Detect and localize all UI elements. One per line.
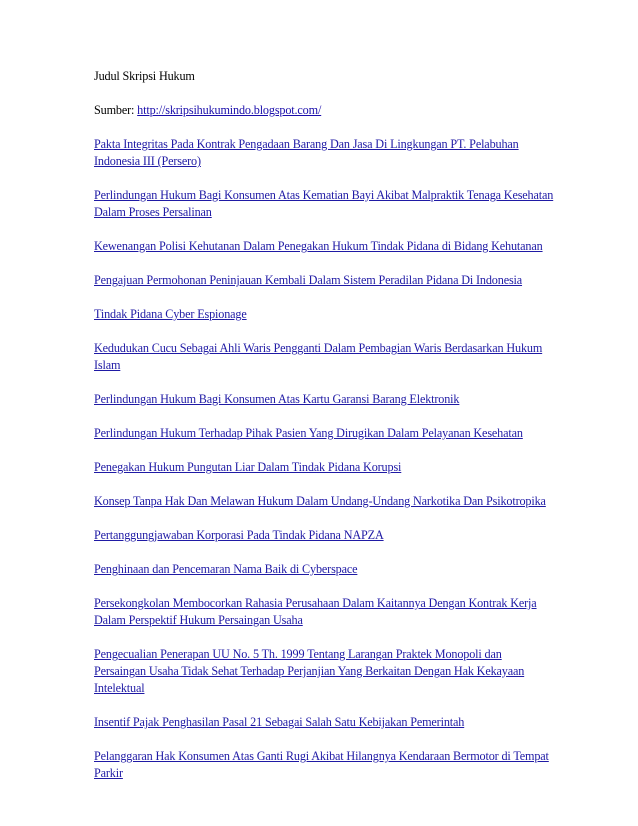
list-item <box>94 493 554 510</box>
thesis-link[interactable]: Pakta Integritas Pada Kontrak Pengadaan Barang Dan Jasa Di Lingkungan PT. Pelabuhan Indonesia III (Persero) <box>94 137 519 168</box>
thesis-link[interactable]: Perlindungan Hukum Bagi Konsumen Atas Kematian Bayi Akibat Malpraktik Tenaga Kesehatan Dalam Proses Persalinan <box>94 188 554 219</box>
list-item <box>94 136 554 170</box>
list-item <box>94 187 554 221</box>
list-item <box>94 459 554 476</box>
list-item <box>94 272 554 289</box>
source-label: Sumber: <box>94 103 138 117</box>
list-item <box>94 595 554 629</box>
list-item <box>94 425 554 442</box>
source-link[interactable]: http://skripsihukumindo.blogspot.com/ <box>137 103 322 117</box>
source-line <box>94 102 554 119</box>
list-item <box>94 391 554 408</box>
thesis-link[interactable]: Konsep Tanpa Hak Dan Melawan Hukum Dalam Undang-Undang Narkotika Dan Psikotropika <box>94 494 546 508</box>
list-item <box>94 561 554 578</box>
document-page <box>94 68 554 799</box>
list-item <box>94 238 554 255</box>
thesis-link[interactable]: Persekongkolan Membocorkan Rahasia Perusahaan Dalam Kaitannya Dengan Kontrak Kerja Dalam Perspektif Hukum Persaingan Usaha <box>94 596 537 627</box>
list-item <box>94 714 554 731</box>
list-item <box>94 527 554 544</box>
thesis-link[interactable]: Penghinaan dan Pencemaran Nama Baik di Cyberspace <box>94 562 358 576</box>
list-item <box>94 646 554 697</box>
document-title: Judul Skripsi Hukum <box>94 69 195 83</box>
list-item <box>94 306 554 323</box>
thesis-link[interactable]: Insentif Pajak Penghasilan Pasal 21 Sebagai Salah Satu Kebijakan Pemerintah <box>94 715 465 729</box>
thesis-link[interactable]: Pengecualian Penerapan UU No. 5 Th. 1999 Tentang Larangan Praktek Monopoli dan Persaingan Usaha Tidak Sehat Terhadap Perjanjian Yang Berkaitan Dengan Hak Kekayaan Intelektual <box>94 647 525 695</box>
list-item <box>94 748 554 782</box>
thesis-link[interactable]: Kedudukan Cucu Sebagai Ahli Waris Pengganti Dalam Pembagian Waris Berdasarkan Hukum Islam <box>94 341 543 372</box>
thesis-link[interactable]: Pertanggungjawaban Korporasi Pada Tindak Pidana NAPZA <box>94 528 384 542</box>
list-item <box>94 340 554 374</box>
thesis-link[interactable]: Pelanggaran Hak Konsumen Atas Ganti Rugi Akibat Hilangnya Kendaraan Bermotor di Tempat Parkir <box>94 749 549 780</box>
thesis-link[interactable]: Kewenangan Polisi Kehutanan Dalam Penegakan Hukum Tindak Pidana di Bidang Kehutanan <box>94 239 543 253</box>
thesis-link[interactable]: Tindak Pidana Cyber Espionage <box>94 307 247 321</box>
thesis-link-list <box>94 136 554 782</box>
thesis-link[interactable]: Pengajuan Permohonan Peninjauan Kembali Dalam Sistem Peradilan Pidana Di Indonesia <box>94 273 523 287</box>
thesis-link[interactable]: Penegakan Hukum Pungutan Liar Dalam Tindak Pidana Korupsi <box>94 460 402 474</box>
thesis-link[interactable]: Perlindungan Hukum Terhadap Pihak Pasien Yang Dirugikan Dalam Pelayanan Kesehatan <box>94 426 523 440</box>
thesis-link[interactable]: Perlindungan Hukum Bagi Konsumen Atas Kartu Garansi Barang Elektronik <box>94 392 460 406</box>
